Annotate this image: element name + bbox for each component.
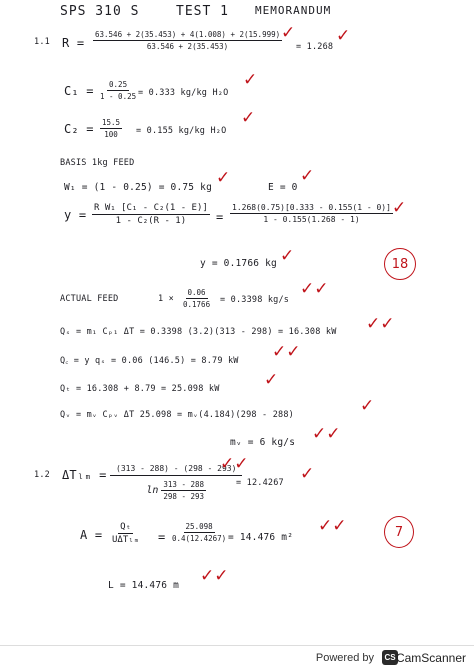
- dt-numerator: (313 - 288) - (298 - 293): [110, 464, 242, 476]
- y-substituted-numerator: 1.268(0.75)[0.333 - 0.155(1 - 0)]: [232, 203, 391, 212]
- l-value: L = 14.476 m: [108, 580, 180, 591]
- a-substituted-numerator: 25.098: [185, 522, 213, 531]
- c1-lhs: C₁ =: [64, 84, 94, 98]
- powered-by-label: Powered by: [315, 652, 374, 664]
- qs-equation: Qₛ = m₁ Cₚ₁ ΔT = 0.3398 (3.2)(313 - 298) = 16.308 kW: [60, 327, 337, 337]
- y-result: y = 0.1766 kg: [200, 258, 277, 269]
- camscanner-footer: [0, 645, 474, 670]
- e-equation: E = 0: [268, 182, 298, 193]
- y-denominator: 1 - C₂(R - 1): [115, 216, 187, 226]
- c2-lhs: C₂ =: [64, 122, 94, 136]
- check-mark-icon: ✓: [280, 246, 295, 266]
- score-circle-q11: 18: [384, 248, 416, 280]
- qc-equation: Q꜀ = y qₛ = 0.06 (146.5) = 8.79 kW: [60, 356, 239, 366]
- dt-ln-denominator: 298 - 293: [163, 492, 205, 501]
- q11-number: 1.1: [34, 37, 50, 47]
- check-mark-icon: ✓✓: [366, 314, 395, 334]
- check-mark-icon: ✓✓: [220, 454, 249, 474]
- r-numerator: 63.546 + 2(35.453) + 4(1.008) + 2(15.999): [95, 30, 281, 39]
- c2-fraction: [100, 118, 122, 139]
- check-mark-icon: ✓✓: [300, 279, 329, 299]
- dt-value: = 12.4267: [236, 478, 284, 488]
- check-mark-icon: ✓: [243, 70, 258, 90]
- camscanner-brand: CamScanner: [395, 651, 466, 665]
- actual-feed-numerator: 0.06: [187, 288, 206, 297]
- actual-feed-fraction: [183, 288, 210, 309]
- a-equals: =: [158, 530, 166, 544]
- a-fraction: [112, 522, 139, 545]
- actual-feed-denominator: 0.1766: [183, 300, 211, 309]
- dt-lhs: ΔTₗₘ =: [62, 468, 107, 482]
- check-mark-icon: ✓✓: [200, 566, 229, 586]
- a-value: = 14.476 m²: [228, 532, 294, 543]
- w1-equation: W₁ = (1 - 0.25) = 0.75 kg: [64, 182, 212, 193]
- check-mark-icon: ✓: [336, 26, 351, 46]
- a-substituted-fraction: [172, 522, 226, 543]
- r-fraction: [93, 30, 282, 51]
- check-mark-icon: ✓: [300, 166, 315, 186]
- actual-feed-value: = 0.3398 kg/s: [220, 295, 290, 305]
- q12-number: 1.2: [34, 470, 50, 480]
- dt-ln-fraction: [161, 480, 206, 501]
- a-substituted-denominator: 0.4(12.4267): [172, 534, 227, 543]
- basis-label: BASIS 1kg FEED: [60, 158, 135, 168]
- r-denominator: 63.546 + 2(35.453): [146, 42, 229, 51]
- header-test: TEST 1: [176, 4, 229, 19]
- c1-fraction: [100, 80, 136, 101]
- y-substituted-fraction: [230, 203, 393, 224]
- dt-denominator: [146, 476, 206, 501]
- check-mark-icon: ✓✓: [272, 342, 301, 362]
- c1-denominator: 1 - 0.25: [100, 92, 137, 101]
- check-mark-icon: ✓: [392, 198, 407, 218]
- mw-result: mᵥ = 6 kg/s: [230, 437, 296, 448]
- a-lhs: A =: [80, 528, 103, 542]
- c2-numerator: 15.5: [102, 118, 121, 127]
- a-denominator: UΔTₗₘ: [112, 535, 140, 545]
- qt-equation: Qₜ = 16.308 + 8.79 = 25.098 kW: [60, 384, 220, 394]
- dt-ln: ln: [146, 485, 159, 496]
- r-lhs: R =: [62, 36, 85, 50]
- check-mark-icon: ✓: [264, 370, 279, 390]
- check-mark-icon: ✓✓: [312, 424, 341, 444]
- check-mark-icon: ✓✓: [318, 516, 347, 536]
- header-memo: MEMORANDUM: [255, 4, 332, 17]
- c1-numerator: 0.25: [109, 80, 128, 89]
- y-substituted-denominator: 1 - 0.155(1.268 - 1): [263, 215, 360, 224]
- check-mark-icon: ✓: [281, 23, 296, 43]
- actual-feed-prefix: 1 ×: [158, 294, 174, 304]
- c2-denominator: 100: [104, 130, 118, 139]
- score-circle-q12: 7: [384, 516, 414, 548]
- r-value: = 1.268: [296, 42, 334, 52]
- a-numerator: Qₜ: [120, 522, 131, 532]
- actual-feed-label: ACTUAL FEED: [60, 294, 119, 304]
- y-lhs: y =: [64, 208, 87, 222]
- c2-value: = 0.155 kg/kg H₂O: [136, 126, 227, 136]
- check-mark-icon: ✓: [241, 108, 256, 128]
- qw-equation: Qᵥ = mᵥ Cₚᵥ ΔT 25.098 = mᵥ(4.184)(298 - 288): [60, 410, 294, 420]
- check-mark-icon: ✓: [216, 168, 231, 188]
- y-equals: =: [216, 210, 224, 224]
- check-mark-icon: ✓: [300, 464, 315, 484]
- camscanner-logo-icon: CS: [382, 650, 398, 665]
- c1-value: = 0.333 kg/kg H₂O: [138, 88, 229, 98]
- dt-ln-numerator: 313 - 288: [163, 480, 205, 489]
- check-mark-icon: ✓: [360, 396, 375, 416]
- y-fraction: [92, 203, 210, 226]
- y-numerator: R W₁ [C₁ - C₂(1 - E)]: [94, 203, 208, 213]
- header-course: SPS 310 S: [60, 4, 140, 19]
